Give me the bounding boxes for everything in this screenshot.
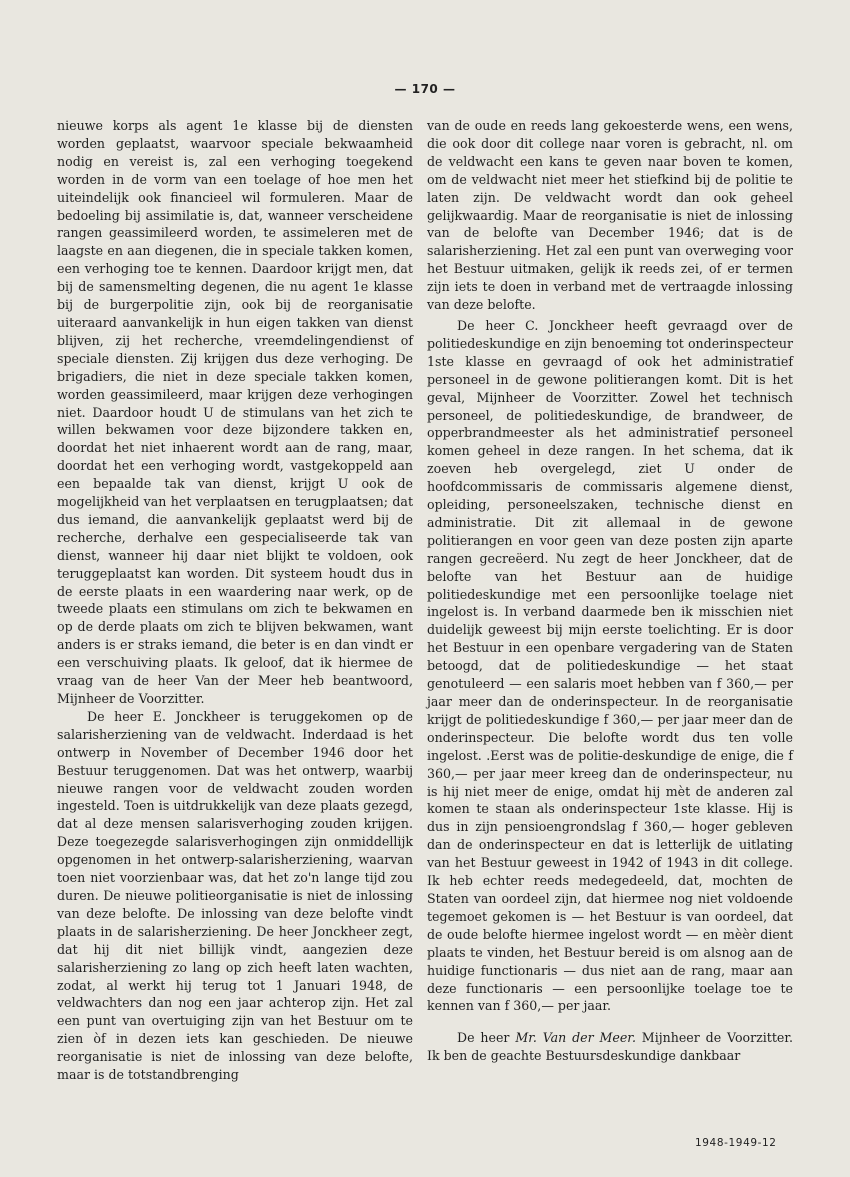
- speaker-intro: De heer: [457, 1030, 516, 1046]
- speaker-name: Mr. Van der Meer.: [515, 1030, 636, 1046]
- speaker-text: Mijnheer de Voorzitter. Ik ben de geachte Bestuursdeskundige dankbaar: [427, 1030, 794, 1064]
- page-number: — 170 —: [394, 82, 456, 96]
- left-paragraph-1: nieuwe korps als agent 1e klasse bij de diensten worden geplaatst, waarvoor speciale bekwaamheid nodig en vereist is, zal een verhoging toegekend worden in de vorm van een toelage of hoe men het uiteindelijk ook financieel wil formuleren. Maar de bedoeling bij assimilatie is, dat, wanneer verscheidene rangen geassimileerd worden, te assimeleren met de laagste en aan diegenen, die in speciale takken komen, een verhoging toe te kennen. Daardoor krijgt men, dat bij de samensmelting degenen, die nu agent 1e klasse bij de burgerpolitie zijn, ook bij de reorganisatie uiteraard aanvankelijk in hun eigen takken van dienst blijven, zij het recherche, vreemdelingendienst of speciale diensten. Zij krijgen dus deze verhoging. De brigadiers, die niet in deze speciale takken komen, worden geassimileerd, maar krijgen deze verhogingen niet. Daardoor houdt U de stimulans van het zich te willen bekwamen voor deze bijzondere takken en, doordat het niet inhaerent wordt aan de rang, maar, doordat het een verhoging wordt, vastgekoppeld aan een bepaalde tak van dienst, krijgt U ook de mogelijkheid van het verplaatsen en terugplaatsen; dat dus iemand, die aanvankelijk geplaatst werd bij de recherche, derhalve een gespecialiseerde tak van dienst, wanneer hij daar niet blijkt te voldoen, ook teruggeplaatst kan worden. Dit systeem houdt dus in de eerste plaats in een waardering naar werk, op de tweede plaats een stimulans om zich te bekwamen en op de derde plaats om zich te blijven bekwamen, want anders is er straks iemand, die beter is en dan vindt er een verschuiving plaats. Ik geloof, dat ik hiermee de vraag van de heer Van der Meer heb beantwoord, Mijnheer de Voorzitter.: [57, 118, 413, 706]
- right-paragraph-2: De heer C. Jonckheer heeft gevraagd over de politiedeskundige en zijn benoeming tot onderinspecteur 1ste klasse en gevraagd of ook het administratief personeel in de gewone politierangen komt. Dit is het geval, Mijnheer de Voorzitter. Zowel het technisch personeel, de politiedeskundige, de brandweer, de opperbrandmeester als het administratief personeel komen geheel in deze rangen. In het schema, dat ik zoeven heb overgelegd, ziet U onder de hoofdcommissaris de commissaris algemene dienst, opleiding, personeelszaken, technische dienst en administratie. Dit zit allemaal in de gewone politierangen en voor geen van deze posten zijn aparte rangen gecreëerd. Nu zegt de heer Jonckheer, dat de belofte van het Bestuur aan de huidige politiedeskundige met een persoonlijke toelage niet ingelost is. In verband daarmede ben ik misschien niet duidelijk geweest bij mijn eerste toelichting. Er is door het Bestuur in een openbare vergadering van de Staten betoogd, dat de politiedeskundige — het staat genotuleerd — een salaris moet hebben van f 360,— per jaar meer dan de onderinspecteur. In de reorganisatie krijgt de politiedeskundige f 360,— per jaar meer dan de onderinspecteur. Die belofte wordt dus ten volle ingelost. .Eerst was de politie-deskundige de enige, die f 360,— per jaar meer kreeg dan de onderinspecteur, nu is hij niet meer de enige, omdat hij mèt de anderen zal komen te staan als onderinspecteur 1ste klasse. Hij is dus in zijn pensioengrondslag f 360,— hoger gebleven dan de onderinspecteur en dat is letterlijk de uitlating van het Bestuur geweest in 1942 of 1943 in dit college. Ik heb echter reeds medegedeeld, dat, mochten de Staten van oordeel zijn, dat hiermee nog niet voldoende tegemoet gekomen is — het Bestuur is van oordeel, dat de oude belofte hiermee ingelost wordt — en mèèr dient plaats te vinden, het Bestuur bereid is om alsnog aan de huidige functionaris — dus niet aan de rang, maar aan deze functionaris — een persoonlijke toelage toe te kennen van f 360,— per jaar.: [427, 317, 793, 1014]
- left-paragraph-2: De heer E. Jonckheer is teruggekomen op de salarisherziening van de veldwacht. Inderdaad is het ontwerp in November of December 1946 door het Bestuur teruggenomen. Dat was het ontwerp, waarbij nieuwe rangen voor de veldwacht zouden worden ingesteld. Toen is uitdrukkelijk van deze plaats gezegd, dat al deze mensen salarisverhoging zouden krijgen. Deze toegezegde salarisverhogingen zijn onmiddellijk opgenomen in het ontwerp-salarisherziening, waarvan toen niet voorzienbaar was, dat het zo'n lange tijd zou duren. De nieuwe politieorganisatie is niet de inlossing van deze belofte. De inlossing van deze belofte vindt plaats in de salarisherziening. De heer Jonckheer zegt, dat hij dit niet billijk vindt, aangezien deze salarisherziening zo lang op zich heeft laten wachten, zodat, al werkt hij terug tot 1 Januari 1948, de veldwachters dan nog een jaar achterop zijn. Het zal een punt van overtuiging zijn van het Bestuur om te zien òf in dezen iets kan geschieden. De nieuwe reorganisatie is niet de inlossing van deze belofte, maar is de totstandbrenging: [57, 708, 413, 1083]
- right-paragraph-1: van de oude en reeds lang gekoesterde wens, een wens, die ook door dit college naar voren is gebracht, nl. om de veldwacht een kans te geven naar boven te komen, om de veldwacht niet meer het stiefkind bij de politie te laten zijn. De veldwacht wordt dan ook geheel gelijkwaardig. Maar de reorganisatie is niet de inlossing van de belofte van December 1946; dat is de salarisherziening. Het zal een punt van overweging voor het Bestuur uitmaken, gelijk ik reeds zei, of er termen zijn iets te doen in verband met de vertraagde inlossing van deze belofte.: [427, 118, 793, 313]
- right-paragraph-3: [427, 1029, 793, 1065]
- right-column: [427, 117, 793, 1065]
- left-column: [57, 117, 413, 1084]
- footer-code: 1948-1949-12: [695, 1137, 777, 1149]
